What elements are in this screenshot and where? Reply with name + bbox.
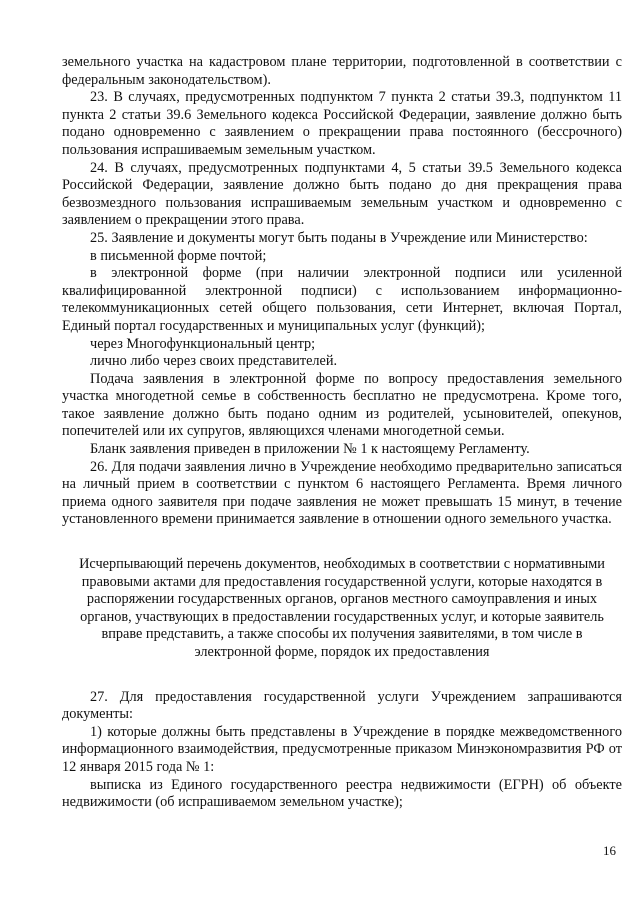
paragraph-electronic-note: Подача заявления в электронной форме по вопросу предоставления земельного участка многодетной семье в собственность бесплатно не предусмотрена. Кроме того, такое заявление должно быть подано одним из родителей, усыновителей, опекунов, попечителей или их супругов, являющихся членами многодетной семьи. <box>62 370 622 440</box>
paragraph-23: 23. В случаях, предусмотренных подпунктом 7 пункта 2 статьи 39.3, подпунктом 11 пункта 2 статьи 39.6 Земельного кодекса Российской Федерации, заявление должно быть подано одновременно с заявлением о прекращении права постоянного (бессрочного) пользования испрашиваемым земельным участком. <box>62 89 622 158</box>
paragraph-continuation: земельного участка на кадастровом плане территории, подготовленной в соответствии с федеральным законодательством). <box>62 54 622 88</box>
page-number: 16 <box>603 843 616 858</box>
paragraph-27: 27. Для предоставления государственной услуги Учреждением запрашиваются документы: <box>62 688 622 723</box>
paragraph-25: 25. Заявление и документы могут быть поданы в Учреждение или Министерство: <box>90 229 588 246</box>
paragraph-26: 26. Для подачи заявления лично в Учреждение необходимо предварительно записаться на личный прием в соответствии с пунктом 6 настоящего Регламента. Время личного приема одного заявителя при подаче заявления не может превышать 15 минут, в течение установленного времени принимается заявление в отношении одного земельного участка. <box>62 458 622 528</box>
section-heading: Исчерпывающий перечень документов, необходимых в соответствии с нормативными правовыми актами для предоставления государственной услуги, которые находятся в распоряжении государственных органов, органов местного самоуправления и иных органов, участвующих в предоставлении государственных услуг, и которые заявитель вправе представить, а также способы их получения заявителями, в том числе в электронной форме, порядок их предоставления <box>79 556 605 660</box>
list-item-mfc: через Многофункциональный центр; <box>90 335 316 352</box>
paragraph-form-reference: Бланк заявления приведен в приложении № 1 к настоящему Регламенту. <box>90 441 530 458</box>
paragraph-27-item-1: 1) которые должны быть представлены в Учреждение в порядке межведомственного информационного взаимодействия, предусмотренные приказом Минэкономразвития РФ от 12 января 2015 года № 1: <box>62 723 622 775</box>
list-item-electronic: в электронной форме (при наличии электронной подписи или усиленной квалифицированной электронной подписи) с использованием информационно-телекоммуникационных сетей общего пользования, сети Интернет, включая Портал, Единый портал государственных и муниципальных услуг (функций); <box>62 265 622 334</box>
paragraph-24: 24. В случаях, предусмотренных подпунктами 4, 5 статьи 39.5 Земельного кодекса Российской Федерации, заявление должно быть подано до дня прекращения права безвозмездного пользования испрашиваемым земельным участком и одновременно с заявлением о прекращении этого права. <box>62 159 622 229</box>
paragraph-egrn-extract: выписка из Единого государственного реестра недвижимости (ЕГРН) об объекте недвижимости (об испрашиваемом земельном участке); <box>62 776 622 811</box>
list-item-in-person: лично либо через своих представителей. <box>90 353 338 370</box>
list-item-mail: в письменной форме почтой; <box>90 247 267 264</box>
document-body <box>62 54 622 812</box>
